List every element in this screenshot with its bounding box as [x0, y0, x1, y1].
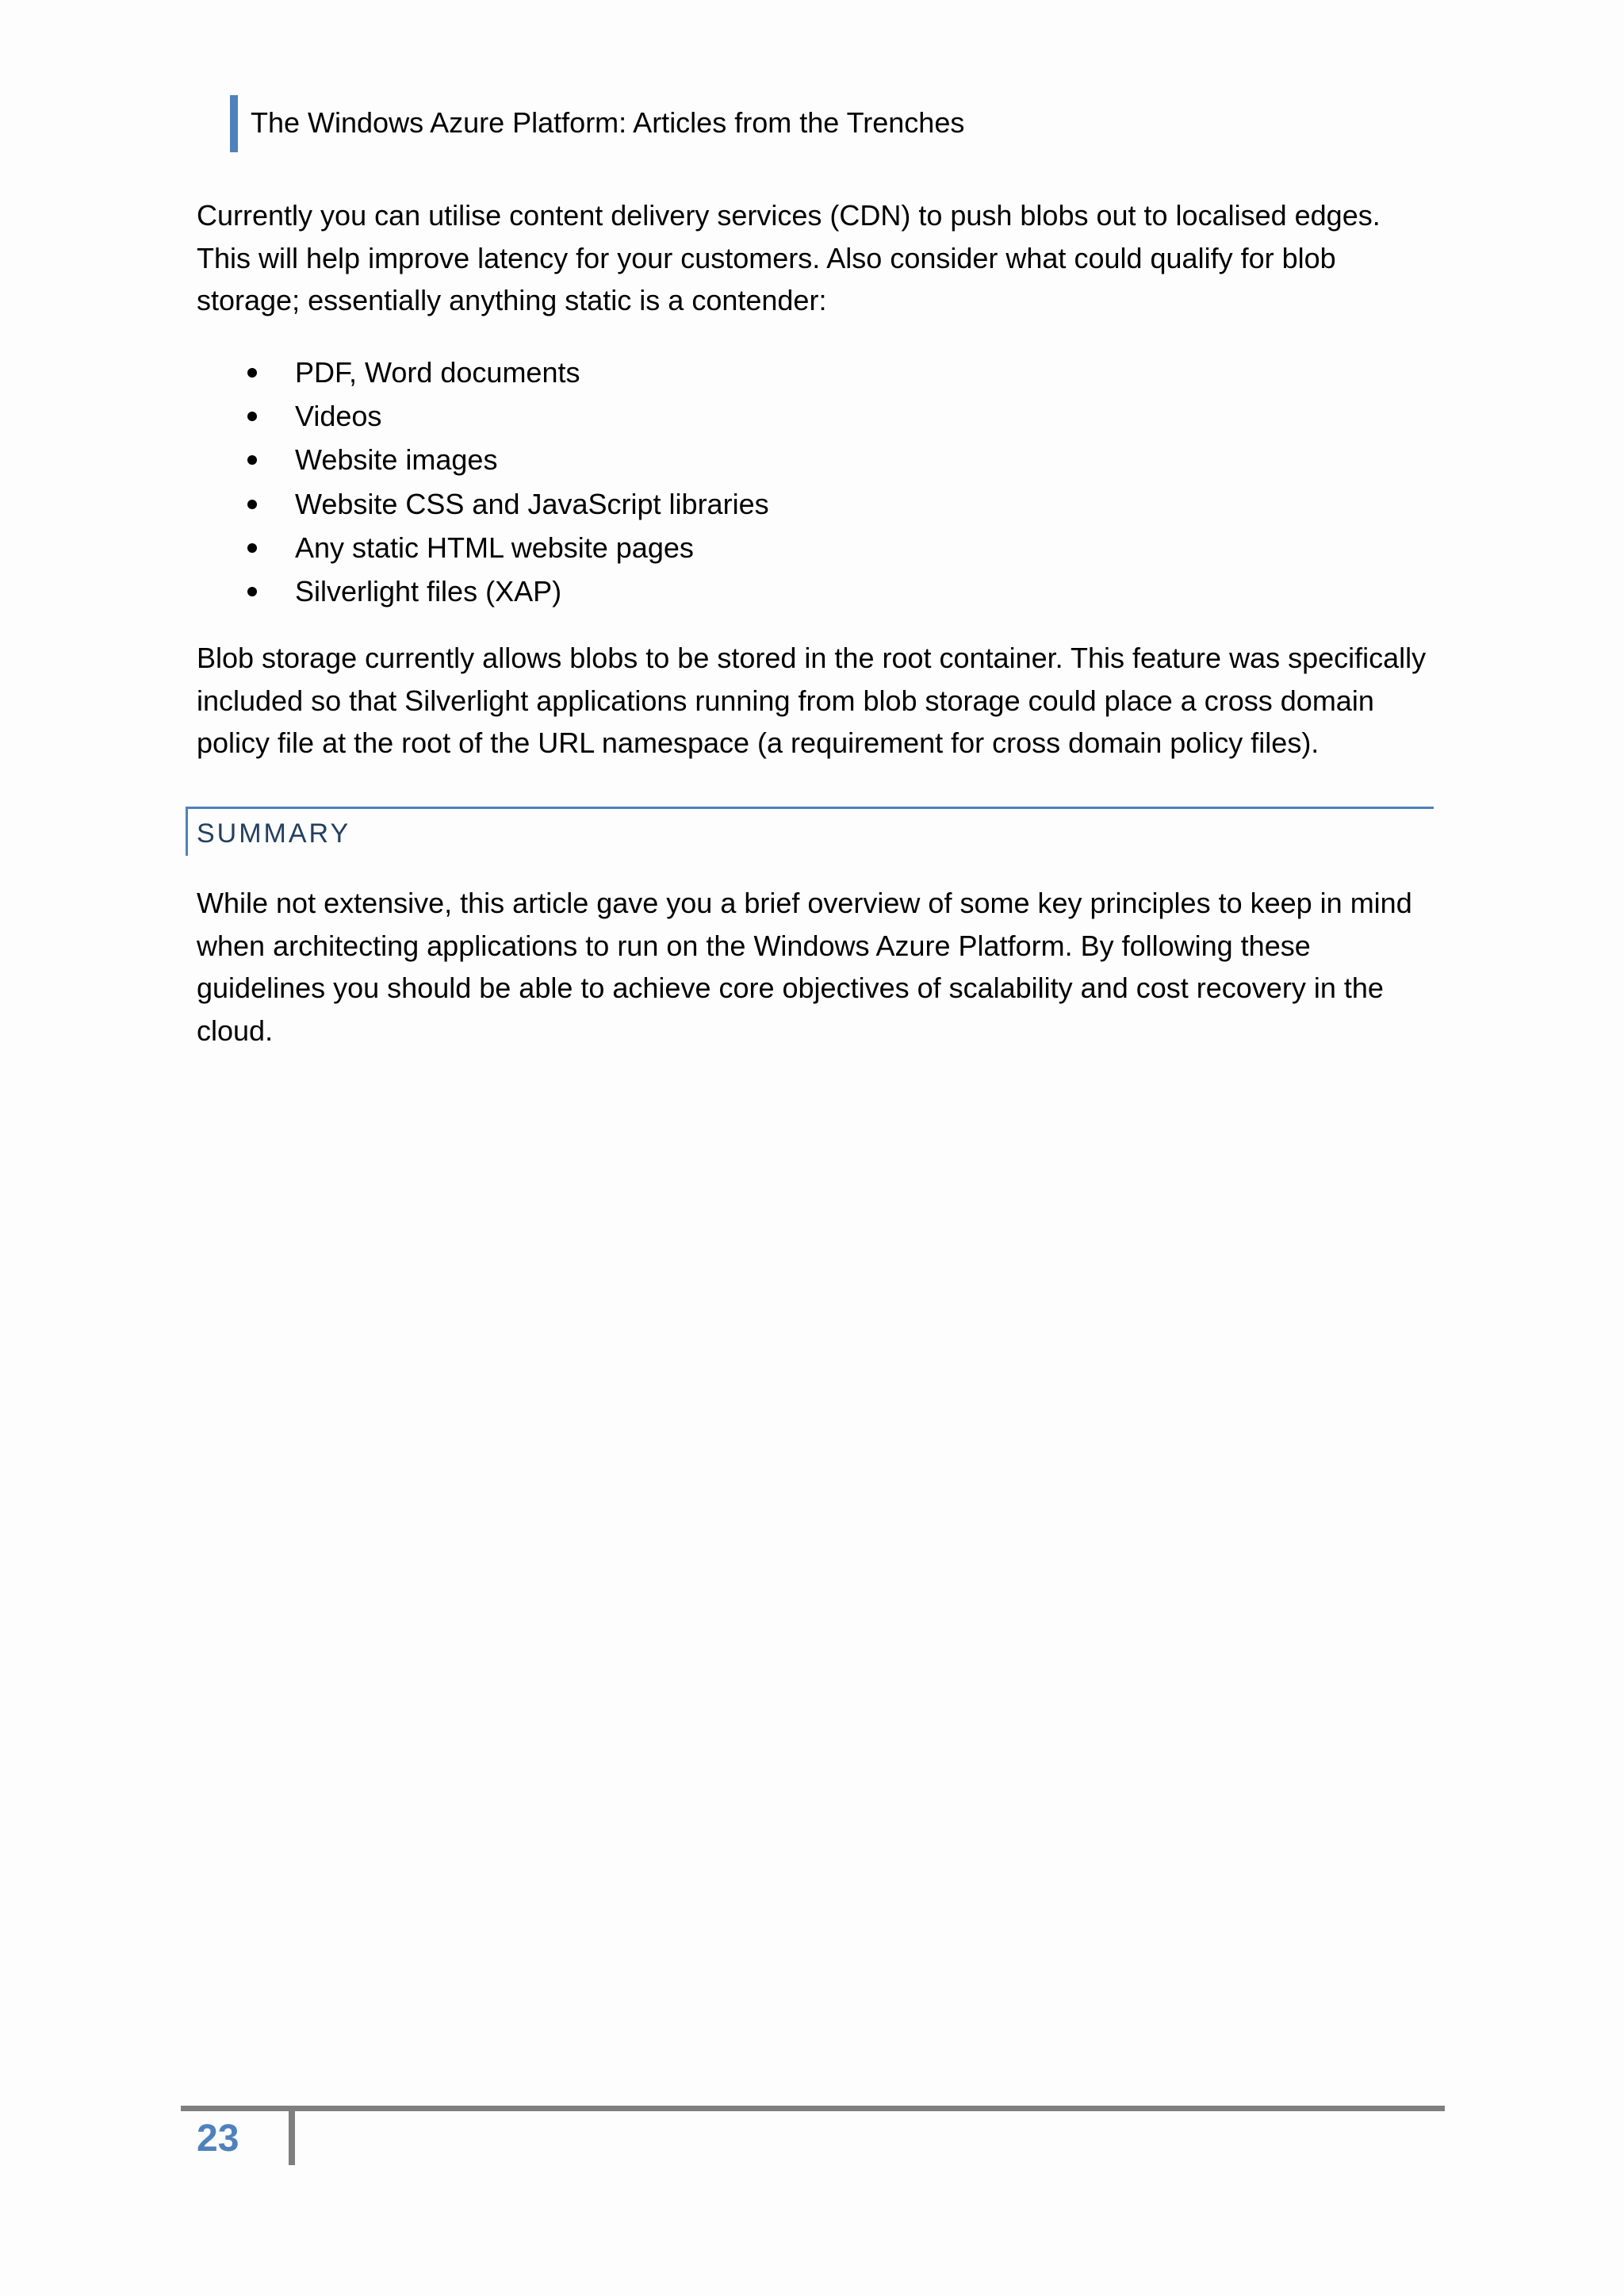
- bullet-icon: [247, 587, 257, 596]
- list-item: [197, 526, 769, 569]
- page-number: 23: [197, 2118, 239, 2160]
- list-item-text: Any static HTML website pages: [295, 531, 694, 564]
- static-content-list: [197, 351, 769, 613]
- bullet-icon: [247, 500, 257, 509]
- bullet-icon: [247, 455, 257, 465]
- section-heading-side-bar: [186, 807, 188, 856]
- list-item: [197, 482, 769, 526]
- footer-rule: [181, 2106, 1445, 2111]
- section-heading-summary: SUMMARY: [197, 818, 351, 849]
- list-item: [197, 438, 769, 481]
- list-item: [197, 569, 769, 613]
- body-paragraph-root-container: Blob storage currently allows blobs to be stored in the root container. This feature was specifically included so that Silverlight applications running from blob storage could place a cross domain policy file at the root of the URL namespace (a requirement for cross domain policy files).: [197, 642, 1427, 759]
- body-paragraph-summary: While not extensive, this article gave you a brief overview of some key principles to keep in mind when architecting applications to run on the Windows Azure Platform. By following these guidelines you should be able to achieve core objectives of scalability and cost recovery in the cloud.: [197, 887, 1412, 1047]
- list-item-text: Silverlight files (XAP): [295, 574, 562, 608]
- list-item-text: Website images: [295, 443, 498, 477]
- list-item: [197, 394, 769, 438]
- bullet-icon: [247, 543, 257, 553]
- bullet-icon: [247, 368, 257, 378]
- header-accent-bar: [230, 95, 238, 152]
- body-paragraph-cdn: Currently you can utilise content delivery services (CDN) to push blobs out to localised edges. This will help improve latency for your customers. Also consider what could qualify for blob storage; essentially anything static is a contender:: [197, 199, 1381, 316]
- list-item-text: PDF, Word documents: [295, 356, 580, 389]
- list-item: [197, 351, 769, 394]
- footer-divider: [289, 2111, 295, 2165]
- list-item-text: Website CSS and JavaScript libraries: [295, 487, 769, 520]
- section-heading-rule: [186, 807, 1434, 809]
- bullet-icon: [247, 412, 257, 421]
- running-header-title: The Windows Azure Platform: Articles from the Trenches: [251, 106, 965, 139]
- list-item-text: Videos: [295, 400, 382, 433]
